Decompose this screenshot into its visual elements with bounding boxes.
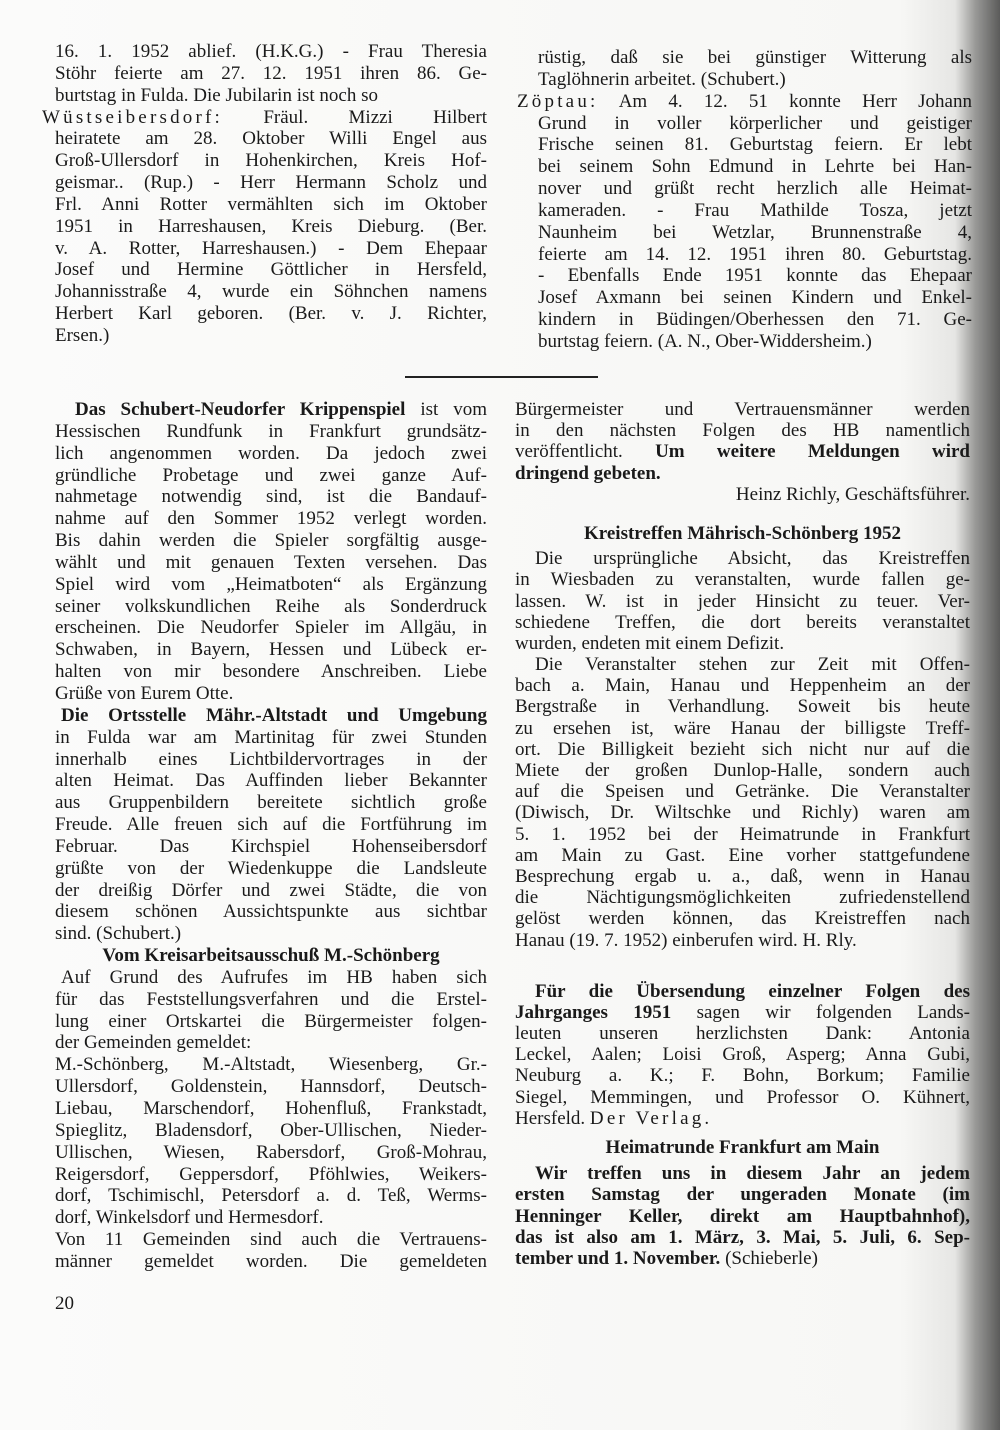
text-line: - Ebenfalls Ende 1951 konnte das Ehepaar bbox=[538, 265, 972, 287]
bold-text: ersten Samstag der ungeraden Monate (im bbox=[515, 1184, 970, 1206]
text-line: Leckel, Aalen; Loisi Groß, Asperg; Anna Gubi, bbox=[515, 1044, 970, 1066]
text-line: Taglöhnerin arbeitet. (Schubert.) bbox=[538, 68, 786, 90]
text-line: nahmetage notwendig sind, ist die Bandauf- bbox=[55, 486, 487, 508]
bold-text: das ist also am 1. März, 3. Mai, 5. Juli, 6. Sep- bbox=[515, 1226, 970, 1248]
text-line: die Nächtigungsmöglichkeiten zufriedenstellend bbox=[515, 887, 970, 909]
bold-text: Für die Übersendung einzelner Folgen des bbox=[535, 980, 970, 1002]
bold-text: Wir treffen uns in diesem Jahr an jedem bbox=[535, 1163, 970, 1185]
bold-text: Das Schubert-Neudorfer Krippenspiel bbox=[75, 399, 406, 420]
text-line: Reigersdorf, Geppersdorf, Pföhlwies, Weikers- bbox=[55, 1163, 487, 1185]
text-line: Josef und Hermine Göttlicher in Hersfeld, bbox=[55, 259, 487, 281]
text-line: bei seinem Sohn Edmund in Lehrte bei Han- bbox=[538, 156, 972, 178]
spaced-place-name: Wüstseibersdorf: bbox=[42, 106, 223, 128]
text-run: ist vom bbox=[405, 399, 487, 420]
text-line: Februar. Das Kirchspiel Hohenseibersdorf bbox=[55, 835, 487, 857]
text-line bbox=[515, 981, 970, 1002]
paragraph bbox=[515, 1163, 970, 1269]
text-line: Die ursprüngliche Absicht, das Kreistreffen bbox=[535, 548, 970, 570]
text-line: Liebau, Marschendorf, Hohenfluß, Frankstadt, bbox=[55, 1098, 487, 1119]
text-run: Am 4. 12. 51 konnte Herr Johann bbox=[598, 90, 972, 112]
text-line: nover und grüßt recht herzlich alle Heimat- bbox=[538, 178, 972, 200]
text-line: Frische seinen 81. Geburtstag feiern. Er lebt bbox=[538, 134, 972, 156]
text-line bbox=[515, 1248, 970, 1269]
text-line: geismar.. (Rup.) - Herr Hermann Scholz und bbox=[55, 172, 487, 194]
spaced-place-name: Zöptau: bbox=[517, 90, 599, 112]
text-line: Ullischen, Wiesen, Rabersdorf, Groß-Mohrau, bbox=[55, 1141, 487, 1163]
text-line: sind. (Schubert.) bbox=[55, 923, 182, 945]
text-line: schiedene Treffen, die dort bereits veranstaltet bbox=[515, 611, 970, 633]
text-line: Bis dahin werden die Spieler sorgfältig ausge- bbox=[55, 530, 487, 552]
text-line: Siegel, Memmingen, und Professor O. Kühnert, bbox=[515, 1086, 970, 1108]
paragraph bbox=[515, 548, 970, 654]
text-line: Herbert Karl geboren. (Ber. v. J. Richter, bbox=[55, 303, 487, 325]
text-line: der Gemeinden gemeldet: bbox=[55, 1032, 252, 1054]
text-line: Johannisstraße 4, wurde ein Söhnchen namens bbox=[55, 281, 487, 303]
text-line: in Wiesbaden zu veranstalten, wurde fallen ge- bbox=[515, 569, 970, 591]
text-line: Neuburg a. K.; F. Bohn, Borkum; Familie bbox=[515, 1065, 970, 1087]
signature bbox=[515, 484, 970, 505]
text-line: Schwaben, in Bayern, Hessen und Lübeck er- bbox=[55, 639, 487, 661]
paragraph bbox=[55, 41, 487, 107]
bold-text: Die Ortsstelle Mähr.-Altstadt und Umgebung bbox=[61, 704, 487, 726]
text-run: Hersfeld. bbox=[515, 1107, 590, 1129]
section-heading bbox=[55, 945, 487, 967]
text-line: Bergstraße in Verhandlung. Soweit bis heute bbox=[515, 696, 970, 718]
text-line bbox=[517, 91, 972, 113]
text-line: M.-Schönberg, M.-Altstadt, Wiesenberg, Gr.- bbox=[55, 1054, 487, 1076]
paragraph bbox=[517, 90, 972, 353]
text-line: gelöst werden können, das Kreistreffen nach bbox=[515, 908, 970, 930]
text-line: 5. 1. 1952 bei der Heimatrunde in Frankfurt bbox=[515, 823, 970, 845]
text-line: Freude. Alle freuen sich auf die Fortführung im bbox=[55, 814, 487, 836]
paragraph bbox=[515, 981, 970, 1129]
bold-text: tember und 1. November. bbox=[515, 1247, 721, 1269]
text-line: Von 11 Gemeinden sind auch die Vertrauens- bbox=[55, 1229, 487, 1251]
spaced-place-name: Der Verlag. bbox=[589, 1107, 713, 1129]
text-line: Heinz Richly, Geschäftsführer. bbox=[735, 483, 970, 505]
text-line: Besprechung ergab u. a., daß, wenn in Hanau bbox=[515, 865, 970, 887]
text-line: halten von mir besondere Anschreiben. Liebe bbox=[55, 661, 487, 683]
text-line: Auf Grund des Aufrufes im HB haben sich bbox=[61, 966, 487, 988]
text-run: Fräul. Mizzi Hilbert bbox=[223, 106, 487, 128]
text-line: Frl. Anni Rotter vermählten sich im Oktober bbox=[55, 193, 487, 215]
text-line bbox=[42, 107, 487, 129]
bottom-right-column bbox=[515, 399, 970, 1269]
text-line: (Diwisch, Dr. Wiltschke und Richly) waren am bbox=[515, 802, 970, 824]
text-line: der dreißig Dörfer und zwei Städte, die von bbox=[55, 879, 487, 901]
text-line: diesem schönen Aussichtspunkte aus sichtbar bbox=[55, 901, 487, 923]
text-run: (Schieberle) bbox=[720, 1247, 818, 1269]
text-line bbox=[55, 399, 487, 421]
text-line: Spiel wird vom „Heimatboten“ als Ergänzung bbox=[55, 573, 487, 595]
text-line: dorf, Winkelsdorf und Hermesdorf. bbox=[55, 1207, 324, 1229]
text-line: Stöhr feierte am 27. 12. 1951 ihren 86. Ge- bbox=[55, 62, 487, 84]
paragraph bbox=[55, 1229, 487, 1273]
text-line: Naunheim bei Wetzlar, Brunnenstraße 4, bbox=[538, 221, 972, 243]
bold-text: Henninger Keller, direkt am Hauptbahnhof), bbox=[515, 1205, 970, 1227]
text-line: für das Feststellungsverfahren und die Erstel- bbox=[55, 988, 487, 1010]
text-line: heiratete am 28. Oktober Willi Engel aus bbox=[55, 128, 487, 150]
text-line: Die Veranstalter stehen zur Zeit mit Offen- bbox=[535, 654, 970, 676]
text-line: in Fulda war am Martinitag für zwei Stunden bbox=[55, 726, 487, 748]
text-line: Grund in voller körperlicher und geistiger bbox=[538, 112, 972, 134]
text-line: ort. Die Billigkeit bezieht sich nicht nur auf die bbox=[515, 738, 970, 760]
text-line: lung einer Ortskartei die Bürgermeister folgen- bbox=[55, 1010, 487, 1032]
bold-text: dringend gebeten. bbox=[515, 462, 661, 484]
text-line bbox=[55, 705, 487, 727]
text-line: Ullersdorf, Goldenstein, Hannsdorf, Deutsch- bbox=[55, 1076, 487, 1098]
text-line: wurden, endeten mit einem Defizit. bbox=[515, 632, 785, 654]
text-line: 1951 in Harreshausen, Kreis Dieburg. (Ber. bbox=[55, 215, 487, 237]
text-line: in den nächsten Folgen des HB namentlich bbox=[515, 420, 970, 442]
bold-text: Jahrganges 1951 bbox=[515, 1001, 672, 1023]
text-line: Ersen.) bbox=[55, 324, 110, 346]
text-line: 16. 1. 1952 ablief. (H.K.G.) - Frau Theresia bbox=[55, 41, 487, 62]
text-line bbox=[515, 1227, 970, 1248]
text-line: zu ersehen ist, wäre Hanau der billigste Treff- bbox=[515, 717, 970, 739]
text-line bbox=[515, 1002, 970, 1023]
text-run: sagen wir folgenden Lands- bbox=[671, 1001, 970, 1023]
text-line: lassen. W. ist in jeder Hinsicht zu teuer. Ver- bbox=[515, 590, 970, 612]
text-line: v. A. Rotter, Harreshausen.) - Dem Ehepaar bbox=[55, 237, 487, 259]
text-line: alten Heimat. Das Auffinden lieber Bekannter bbox=[55, 770, 487, 792]
text-line: Miete der großen Dunlop-Halle, sondern auch bbox=[515, 760, 970, 781]
paragraph bbox=[42, 106, 487, 347]
text-line: kindern in Büdingen/Oberhessen den 71. Ge- bbox=[538, 309, 972, 331]
text-line bbox=[515, 1163, 970, 1184]
text-line: Hanau (19. 7. 1952) einberufen wird. H. Rly. bbox=[515, 929, 857, 951]
text-line: feierte am 14. 12. 1951 ihren 80. Geburtstag. bbox=[538, 243, 972, 265]
top-left-column bbox=[42, 41, 487, 347]
text-line: innerhalb eines Lichtbildervortrages in der bbox=[55, 748, 487, 770]
text-line: Bürgermeister und Vertrauensmänner werden bbox=[515, 399, 970, 420]
section-divider bbox=[405, 376, 598, 378]
paragraph bbox=[515, 399, 970, 484]
page-number: 20 bbox=[55, 1293, 74, 1314]
bold-text: Um weitere Meldungen wird bbox=[655, 441, 970, 463]
text-line bbox=[515, 1108, 970, 1129]
text-line: Vom Kreisarbeitsausschuß M.-Schönberg bbox=[102, 945, 440, 967]
paragraph bbox=[55, 1054, 487, 1229]
text-line: seiner volkskundlichen Reihe als Sonderdruck bbox=[55, 595, 487, 617]
text-line: dorf, Tschimischl, Petersdorf a. d. Teß, Werms- bbox=[55, 1185, 487, 1207]
text-line: gründliche Probetage und zwei ganze Auf- bbox=[55, 464, 487, 486]
text-line: aus Gruppenbildern bereitete sichtlich große bbox=[55, 792, 487, 814]
text-line: lich angenommen worden. Da jedoch zwei bbox=[55, 442, 487, 464]
paragraph bbox=[55, 967, 487, 1054]
text-line: Groß-Ullersdorf in Hohenkirchen, Kreis Hof- bbox=[55, 150, 487, 172]
text-line: rüstig, daß sie bei günstiger Witterung als bbox=[538, 47, 972, 68]
text-line bbox=[515, 1206, 970, 1227]
text-line: nahme auf den Sommer 1952 verlegt worden. bbox=[55, 508, 487, 530]
text-line: am Main zu Gast. Eine vorher stattgefundene bbox=[515, 844, 970, 866]
section-heading bbox=[515, 523, 970, 544]
bottom-left-column bbox=[55, 399, 487, 1273]
text-line: burtstag in Fulda. Die Jubilarin ist noch so bbox=[55, 84, 378, 106]
text-line: männer gemeldet worden. Die gemeldeten bbox=[55, 1250, 487, 1272]
text-line: auf die Speisen und Getränke. Die Veranstalter bbox=[515, 781, 970, 803]
paragraph bbox=[538, 47, 972, 91]
text-line: wählt und mit genauen Texten versehen. Das bbox=[55, 551, 487, 573]
paragraph bbox=[55, 399, 487, 705]
text-line: Josef Axmann bei seinen Kindern und Enkel- bbox=[538, 287, 972, 309]
text-line: Grüße von Eurem Otte. bbox=[55, 682, 234, 704]
text-line bbox=[515, 463, 970, 484]
text-line bbox=[515, 1184, 970, 1205]
text-line: bach a. Main, Hanau und Heppenheim an der bbox=[515, 675, 970, 697]
text-line bbox=[515, 441, 970, 462]
text-line: Hessischen Rundfunk in Frankfurt grundsätz- bbox=[55, 420, 487, 442]
section-heading bbox=[515, 1137, 970, 1158]
text-line: Heimatrunde Frankfurt am Main bbox=[605, 1137, 880, 1158]
paragraph bbox=[515, 654, 970, 951]
text-line: erscheinen. Die Neudorfer Spieler im Allgäu, in bbox=[55, 617, 487, 639]
text-run: veröffentlicht. bbox=[515, 441, 656, 463]
top-right-column bbox=[517, 47, 972, 353]
text-line: grüßte von der Wiedenkuppe die Landsleute bbox=[55, 857, 487, 879]
text-line: Kreistreffen Mährisch-Schönberg 1952 bbox=[584, 522, 901, 544]
text-line: leuten unseren herzlichsten Dank: Antonia bbox=[515, 1023, 970, 1045]
text-line: burtstag feiern. (A. N., Ober-Widdersheim.) bbox=[538, 330, 872, 352]
text-line: Spieglitz, Bladensdorf, Ober-Ullischen, Nieder- bbox=[55, 1119, 487, 1141]
paragraph bbox=[55, 705, 487, 945]
text-line: kameraden. - Frau Mathilde Tosza, jetzt bbox=[538, 199, 972, 221]
